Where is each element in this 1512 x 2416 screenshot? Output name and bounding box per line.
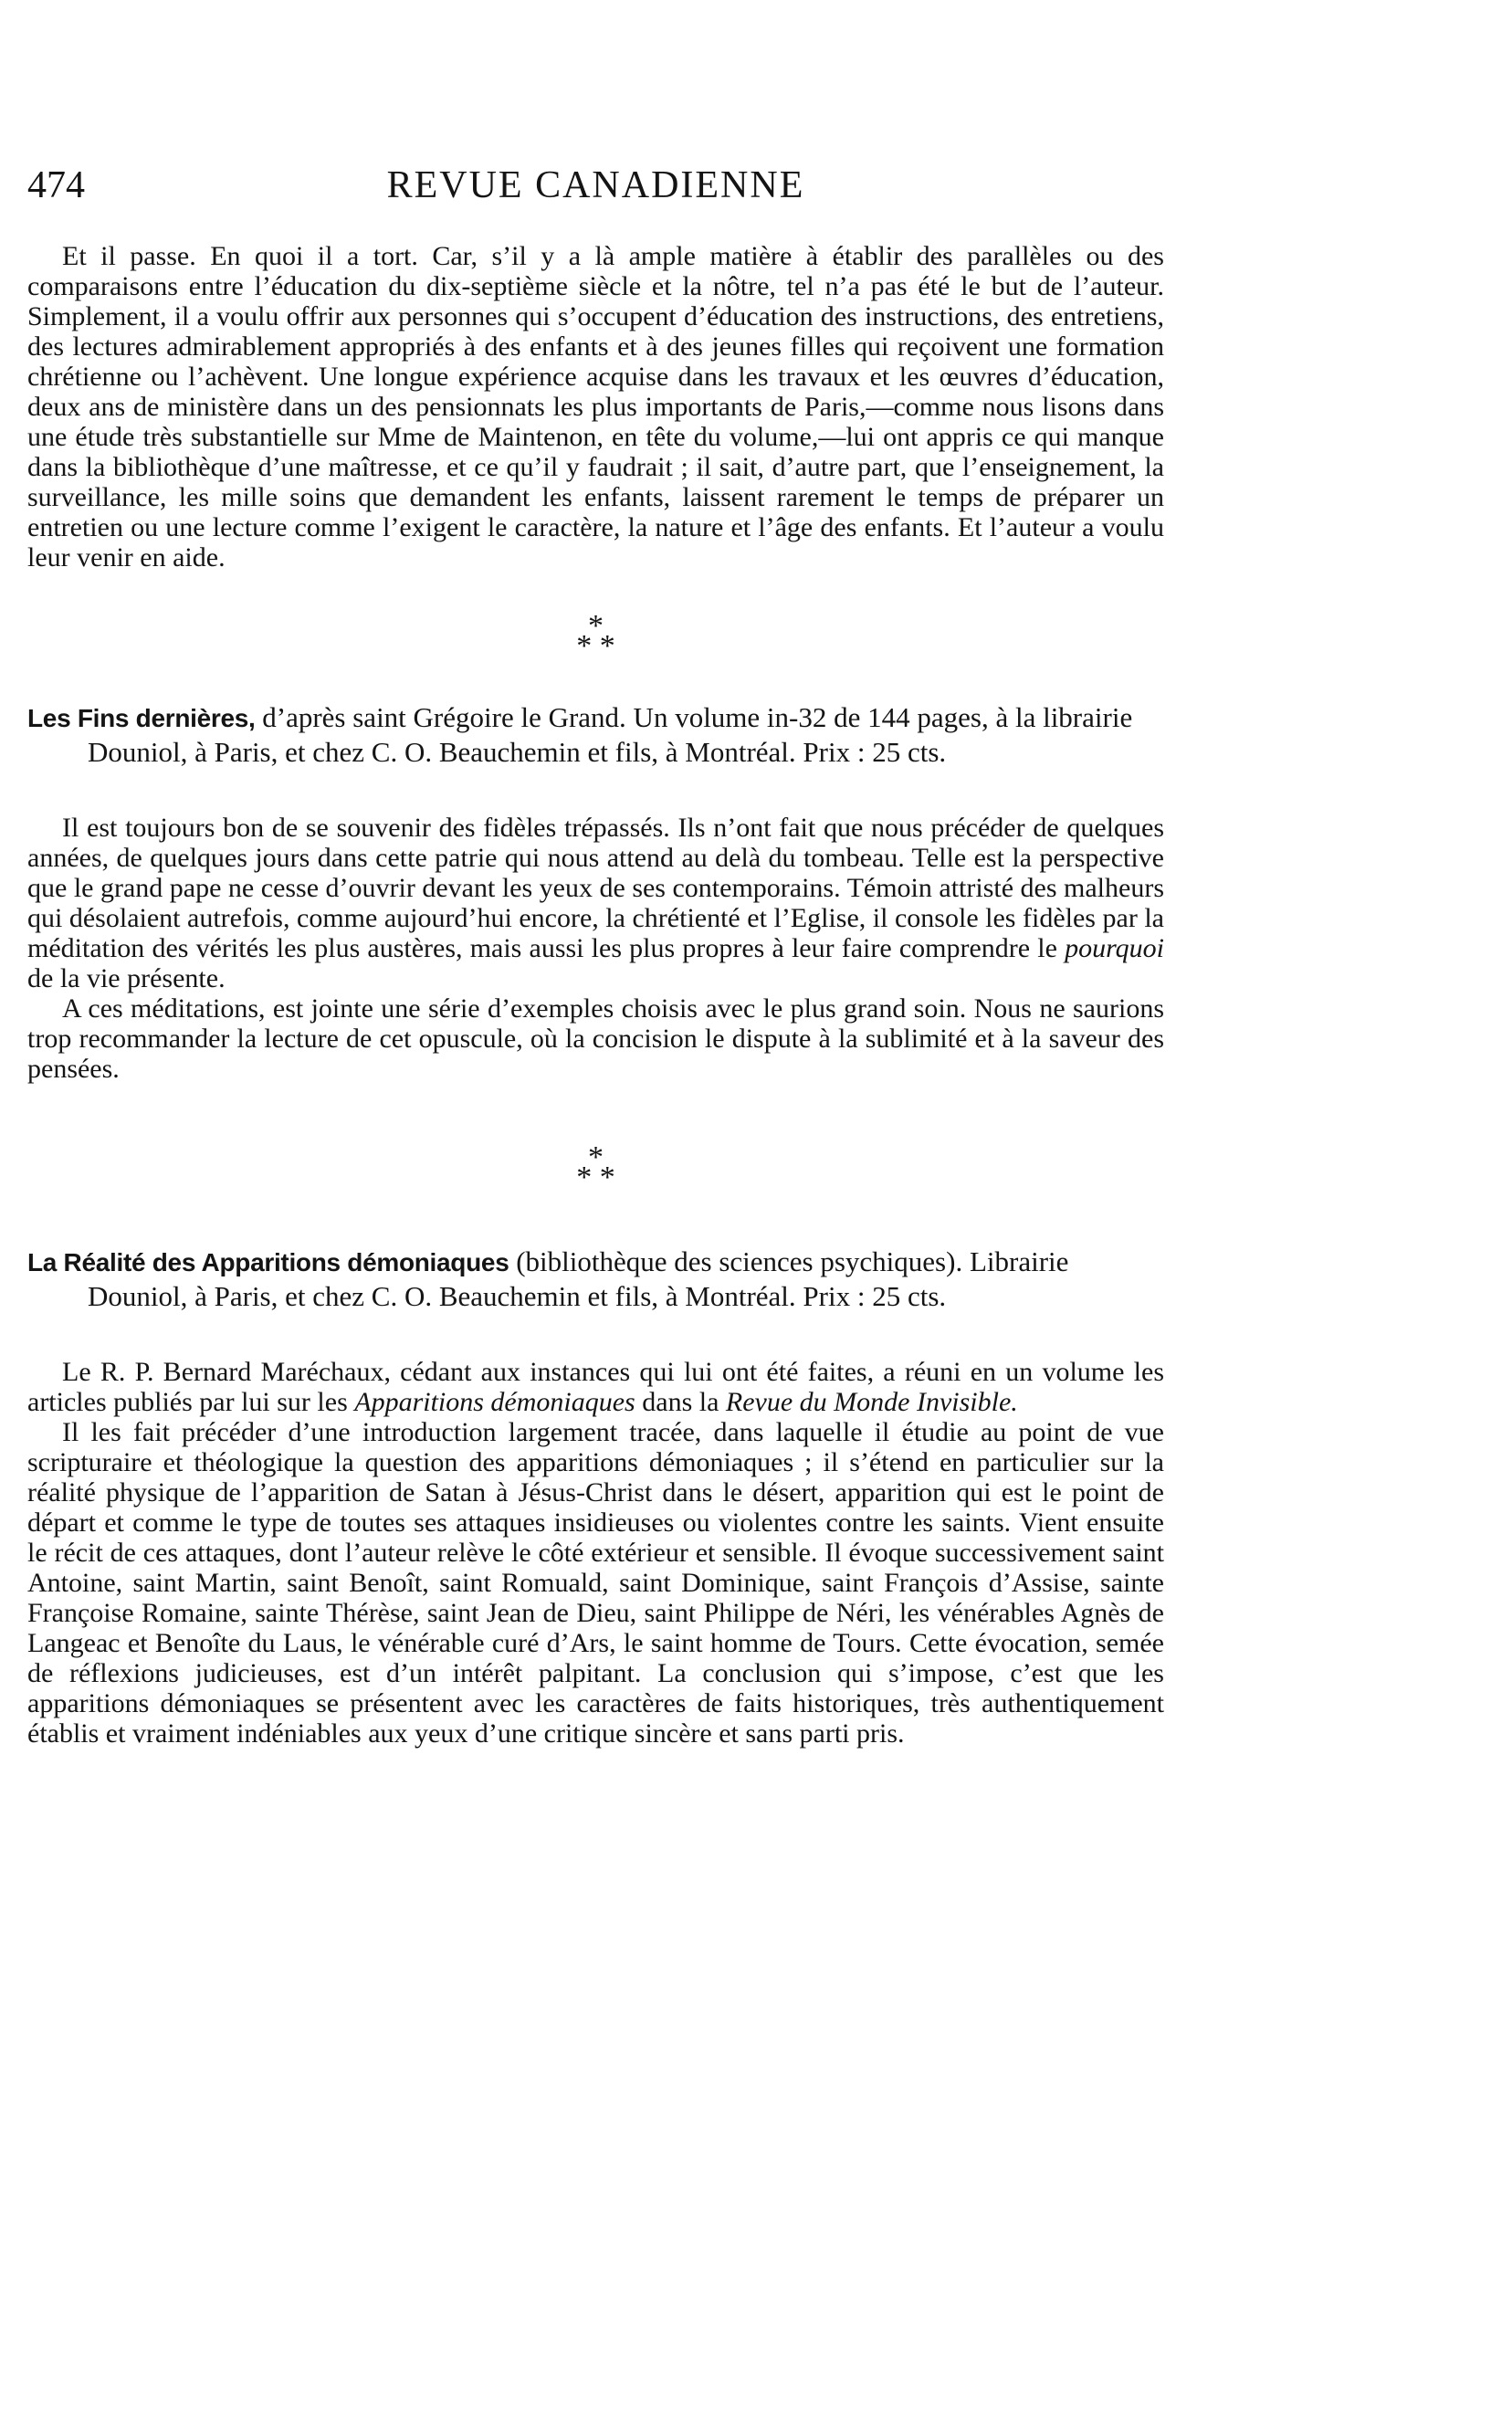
page	[27, 163, 1164, 1749]
asterism-separator	[27, 1140, 1164, 1194]
journal-title: REVUE CANADIENNE	[386, 164, 805, 206]
asterism-top-star: *	[588, 1140, 604, 1174]
book-heading	[27, 700, 1164, 769]
intro-paragraph: Et il passe. En quoi il a tort. Car, s’il y a là ample matière à établir des parallèles ou des comparaisons entre l’éducation du dix-septième siècle et la nôtre, tel n’a pas été le but de l’auteur. Simplement, il a voulu offrir aux personnes qui s’occupent d’éducation des instructions, des entretiens, des lectures admirablement appropriés à des enfants et à des jeunes filles qui reçoivent une formation chrétienne ou l’achèvent. Une longue expérience acquise dans les travaux et les œuvres d’éducation, deux ans de ministère dans un des pensionnats les plus importants de Paris,—comme nous lisons dans une étude très substantielle sur Mme de Maintenon, en tête du volume,—lui ont appris ce qui manque dans la bibliothèque d’une maîtresse, et ce qu’il y faudrait ; il sait, d’autre part, que l’enseignement, la surveillance, les mille soins que demandent les enfants, laissent rarement le temps de préparer un entretien ou une lecture comme l’exigent le caractère, la nature et l’âge des enfants. Et l’auteur a voulu leur venir en aide.	[27, 241, 1164, 572]
book-heading	[27, 1245, 1164, 1313]
review-text: dans la	[635, 1387, 726, 1417]
asterism-star: *	[599, 1161, 615, 1194]
review-text: Il est toujours bon de se souvenir des fidèles trépassés. Ils n’ont fait que nous précéder de quelques années, de quelques jours dans cette patrie qui nous attend au delà du tombeau. Telle est la perspective que le grand pape ne cesse d’ouvrir devant les yeux de ses contemporains. Témoin attristé des malheurs qui désolaient autrefois, comme aujourd’hui encore, la chrétienté et l’Eglise, il console les fidèles par la méditation des vérités les plus austères, mais aussi les plus propres à leur faire comprendre le	[27, 813, 1164, 963]
asterism-star: *	[599, 629, 615, 663]
review-text-end: de la vie présente.	[27, 963, 226, 993]
review-apparitions	[27, 1245, 1164, 1749]
review-paragraph	[27, 1357, 1164, 1417]
book-details: d’après saint Grégoire le Grand. Un volume in-32 de 144 pages, à la librairie Douniol, à Paris, et chez C. O. Beauchemin et fils, à Montréal. Prix : 25 cts.	[88, 701, 1133, 768]
italic-title: Revue du Monde Invisible.	[725, 1387, 1018, 1417]
asterism-separator	[27, 609, 1164, 663]
asterism-top-star: *	[588, 609, 604, 643]
book-details: (bibliothèque des sciences psychiques). Librairie Douniol, à Paris, et chez C. O. Beauchemin et fils, à Montréal. Prix : 25 cts.	[88, 1245, 1069, 1312]
review-paragraph	[27, 813, 1164, 993]
page-number: 474	[27, 164, 85, 206]
review-text: Le R. P. Bernard Maréchaux, cédant aux instances qui lui ont été faites, a réuni en un volume les articles publiés par lui sur les	[27, 1357, 1164, 1417]
asterism-star: *	[576, 629, 593, 663]
asterism-bottom-stars	[27, 629, 1164, 663]
running-head	[27, 163, 1164, 208]
review-fins-dernieres	[27, 700, 1164, 1084]
book-title: La Réalité des Apparitions démoniaques	[27, 1248, 509, 1276]
asterism-bottom-stars	[27, 1161, 1164, 1194]
asterism-star: *	[576, 1161, 593, 1194]
book-title: Les Fins dernières,	[27, 704, 256, 732]
italic-title: Apparitions démoniaques	[354, 1387, 635, 1417]
review-paragraph: A ces méditations, est jointe une série d’exemples choisis avec le plus grand soin. Nous ne saurions trop recommander la lecture de cet opuscule, où la concision le dispute à la sublimité et à la saveur des pensées.	[27, 993, 1164, 1084]
review-paragraph: Il les fait précéder d’une introduction largement tracée, dans laquelle il étudie au point de vue scripturaire et théologique la question des apparitions démoniaques ; il s’étend en particulier sur la réalité physique de l’apparition de Satan à Jésus-Christ dans le désert, apparition qui est le point de départ et comme le type de toutes ses attaques insidieuses ou violentes contre les saints. Vient ensuite le récit de ces attaques, dont l’auteur relève le côté extérieur et sensible. Il évoque successivement saint Antoine, saint Martin, saint Benoît, saint Romuald, saint Dominique, saint François d’Assise, sainte Françoise Romaine, sainte Thérèse, saint Jean de Dieu, saint Philippe de Néri, les vénérables Agnès de Langeac et Benoîte du Laus, le vénérable curé d’Ars, le saint homme de Tours. Cette évocation, semée de réflexions judicieuses, est d’un intérêt palpitant. La conclusion qui s’impose, c’est que les apparitions démoniaques se présentent avec les caractères de faits historiques, très authentiquement établis et vraiment indéniables aux yeux d’une critique sincère et sans parti pris.	[27, 1417, 1164, 1749]
italic-word: pourquoi	[1065, 933, 1164, 963]
